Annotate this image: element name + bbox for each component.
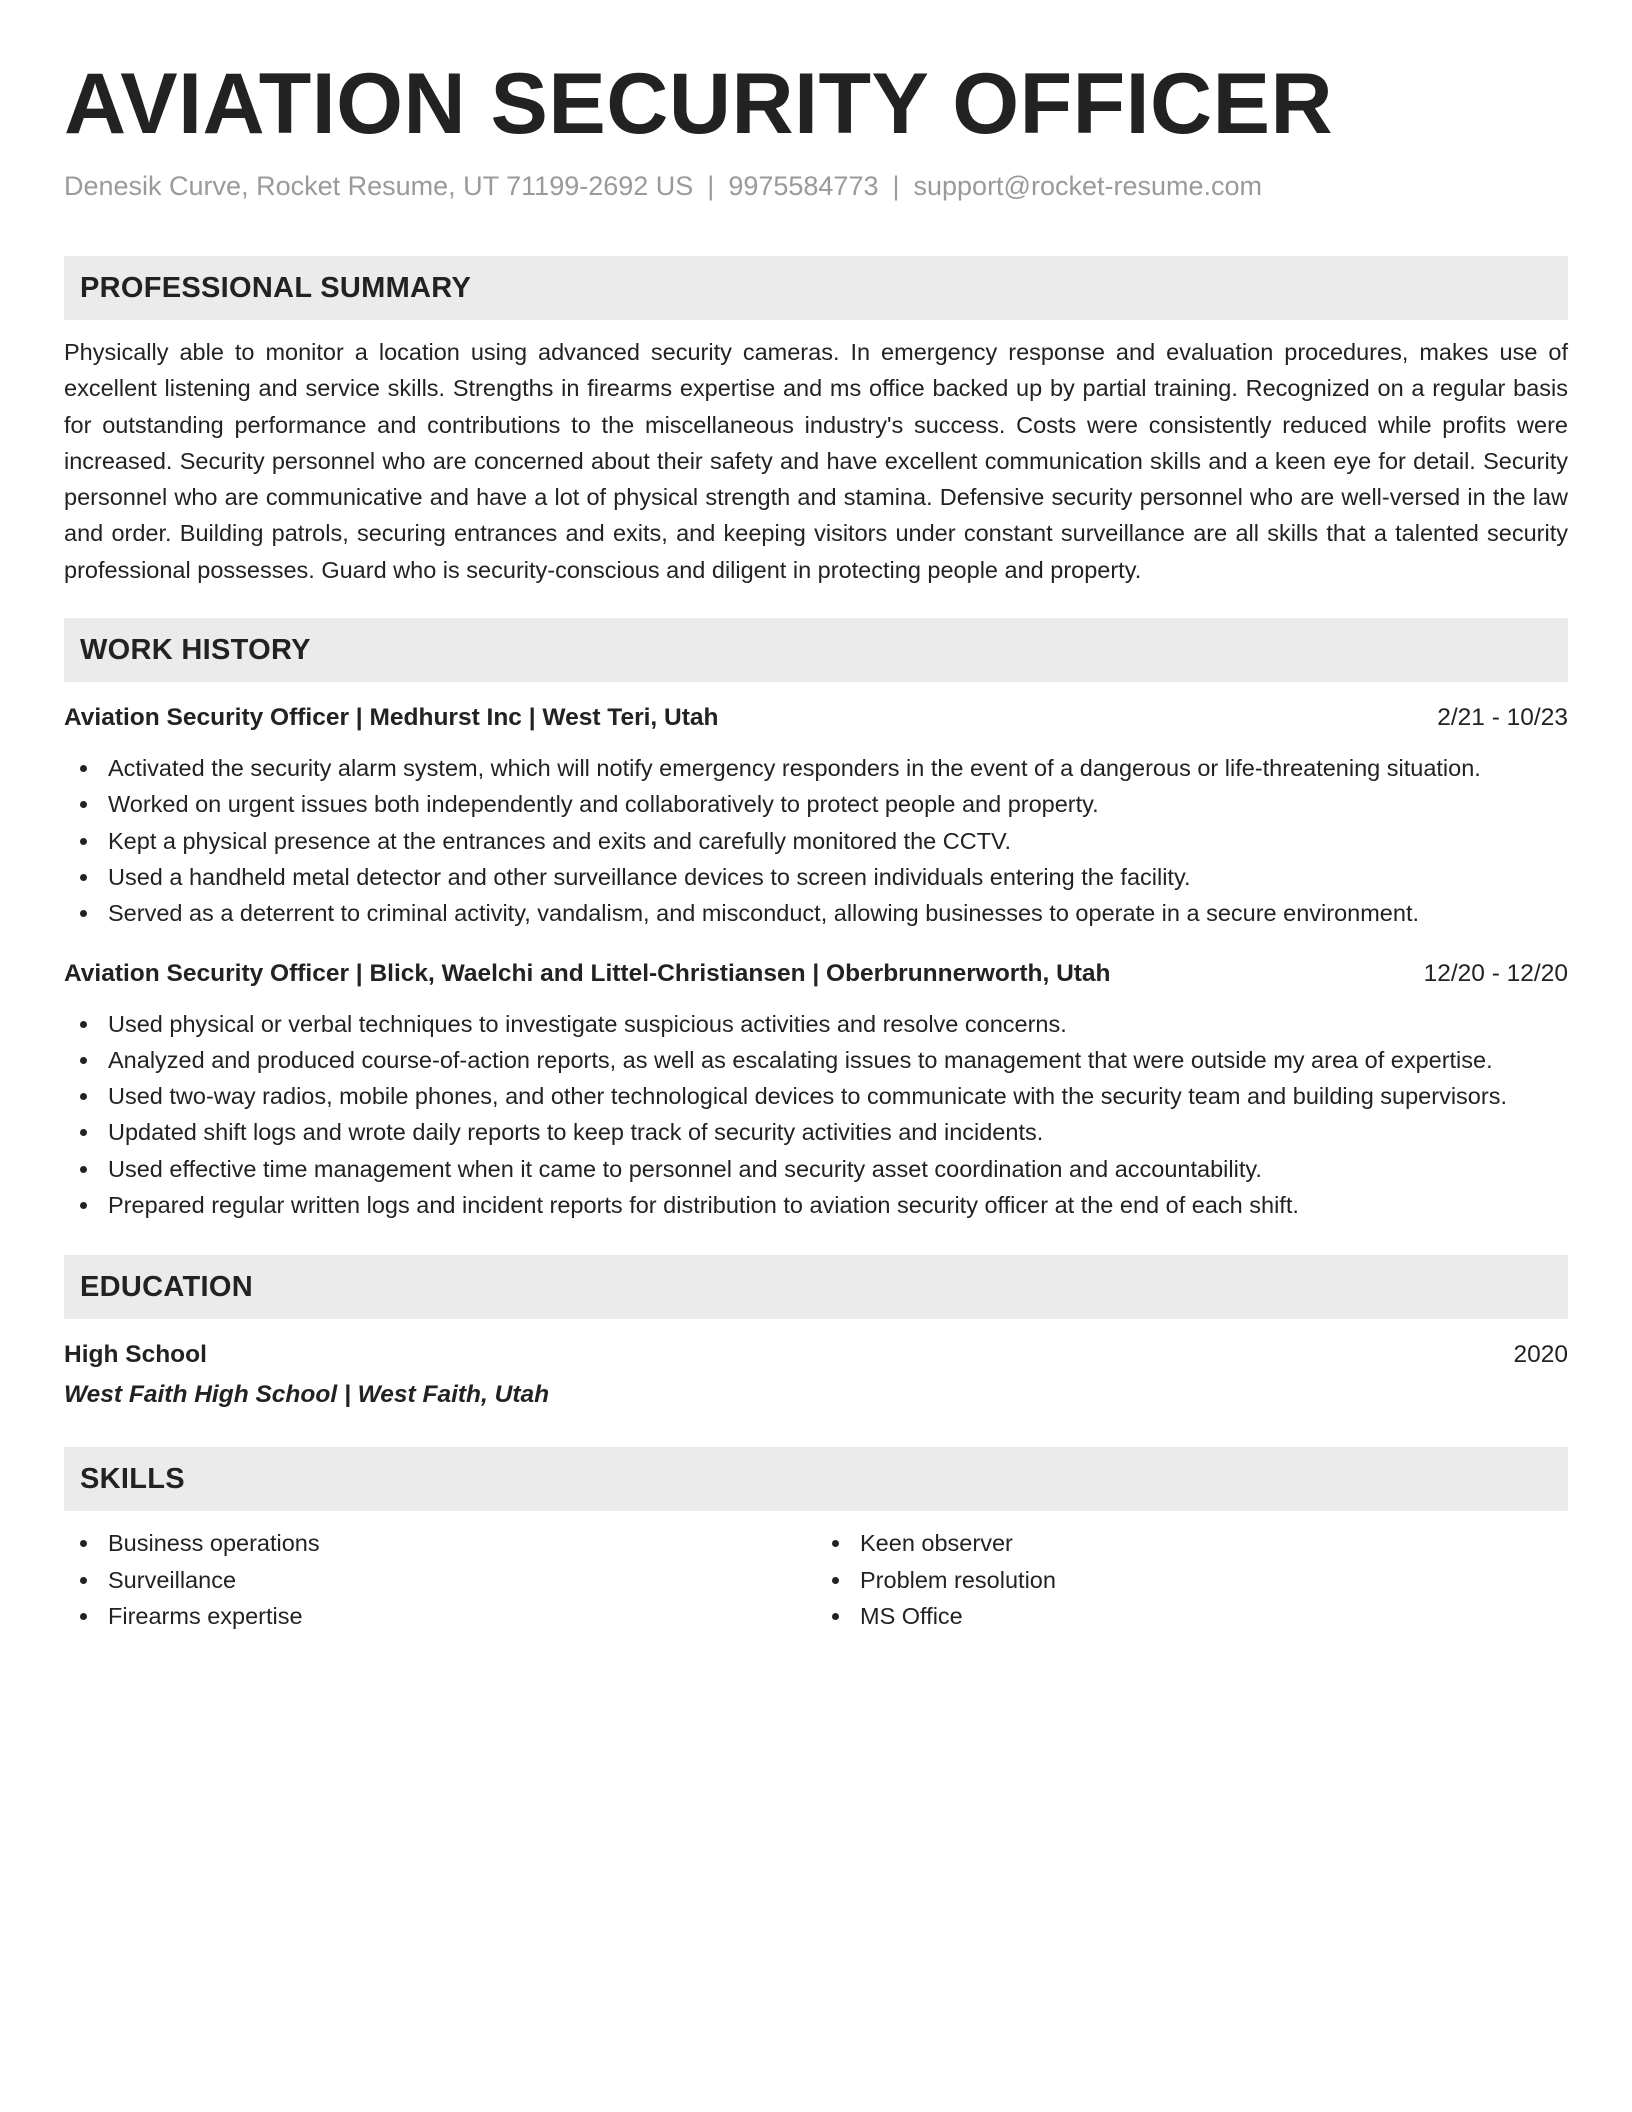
section-heading-education: EDUCATION bbox=[64, 1255, 1568, 1319]
education-year: 2020 bbox=[1513, 1341, 1568, 1369]
job-entry bbox=[64, 700, 1568, 931]
contact-separator: | bbox=[707, 171, 715, 201]
education-school: West Faith High School | West Faith, Utah bbox=[64, 1381, 550, 1409]
education-degree: High School bbox=[64, 1341, 207, 1369]
contact-line bbox=[64, 168, 1568, 204]
section-heading-work: WORK HISTORY bbox=[64, 618, 1568, 682]
job-bullet: Updated shift logs and wrote daily reports to keep track of security activities and incidents. bbox=[64, 1114, 1568, 1150]
contact-address: Denesik Curve, Rocket Resume, UT 71199-2692 US bbox=[64, 171, 694, 201]
section-heading-summary: PROFESSIONAL SUMMARY bbox=[64, 256, 1568, 320]
job-bullet: Kept a physical presence at the entrances and exits and carefully monitored the CCTV. bbox=[64, 823, 1568, 859]
contact-separator: | bbox=[892, 171, 900, 201]
resume-title: AVIATION SECURITY OFFICER bbox=[64, 56, 1334, 152]
job-bullets bbox=[64, 1006, 1568, 1224]
job-bullet: Used physical or verbal techniques to investigate suspicious activities and resolve concerns. bbox=[64, 1006, 1568, 1042]
skills-list bbox=[64, 1525, 816, 1634]
job-dates: 2/21 - 10/23 bbox=[1437, 704, 1568, 732]
job-bullet: Served as a deterrent to criminal activity, vandalism, and misconduct, allowing businesses to operate in a secure environment. bbox=[64, 895, 1568, 931]
job-bullet: Activated the security alarm system, which will notify emergency responders in the event of a dangerous or life-threatening situation. bbox=[64, 750, 1568, 786]
skill-item: Surveillance bbox=[64, 1562, 816, 1598]
job-bullets bbox=[64, 750, 1568, 931]
job-title: Aviation Security Officer | Blick, Waelchi and Littel-Christiansen | Oberbrunnerworth, Utah bbox=[64, 959, 1111, 987]
job-header bbox=[64, 700, 1568, 736]
skills-list bbox=[816, 1525, 1568, 1634]
skills-column-right bbox=[816, 1525, 1568, 1634]
job-bullet: Prepared regular written logs and incident reports for distribution to aviation security officer at the end of each shift. bbox=[64, 1187, 1568, 1223]
education-header bbox=[64, 1337, 1568, 1373]
job-dates: 12/20 - 12/20 bbox=[1423, 959, 1568, 987]
job-bullet: Used effective time management when it came to personnel and security asset coordination and accountability. bbox=[64, 1151, 1568, 1187]
skill-item: Firearms expertise bbox=[64, 1598, 816, 1634]
contact-email: support@rocket-resume.com bbox=[913, 171, 1263, 201]
summary-text: Physically able to monitor a location using advanced security cameras. In emergency response and evaluation procedures, makes use of excellent listening and service skills. Strengths in firearms expertise and ms office backed up by partial training. Recognized on a regular basis for outstanding performance and contributions to the miscellaneous industry's success. Costs were consistently reduced while profits were increased. Security personnel who are concerned about their safety and have excellent communication skills and a keen eye for detail. Security personnel who are communicative and have a lot of physical strength and stamina. Defensive security personnel who are well-versed in the law and order. Building patrols, securing entrances and exits, and keeping visitors under constant surveillance are all skills that a talented security professional possesses. Guard who is security-conscious and diligent in protecting people and property. bbox=[64, 339, 1568, 583]
skills-grid bbox=[64, 1525, 1568, 1634]
section-heading-skills: SKILLS bbox=[64, 1447, 1568, 1511]
skill-item: Problem resolution bbox=[816, 1562, 1568, 1598]
skill-item: MS Office bbox=[816, 1598, 1568, 1634]
contact-phone: 9975584773 bbox=[728, 171, 879, 201]
skill-item: Keen observer bbox=[816, 1525, 1568, 1561]
job-title: Aviation Security Officer | Medhurst Inc | West Teri, Utah bbox=[64, 704, 719, 732]
job-bullet: Used a handheld metal detector and other surveillance devices to screen individuals entering the facility. bbox=[64, 859, 1568, 895]
job-bullet: Used two-way radios, mobile phones, and other technological devices to communicate with the security team and building supervisors. bbox=[64, 1078, 1568, 1114]
skill-item: Business operations bbox=[64, 1525, 816, 1561]
job-bullet: Analyzed and produced course-of-action reports, as well as escalating issues to management that were outside my area of expertise. bbox=[64, 1042, 1568, 1078]
job-header bbox=[64, 956, 1568, 992]
skills-column-left bbox=[64, 1525, 816, 1634]
job-entry bbox=[64, 956, 1568, 1224]
job-bullet: Worked on urgent issues both independently and collaboratively to protect people and property. bbox=[64, 786, 1568, 822]
